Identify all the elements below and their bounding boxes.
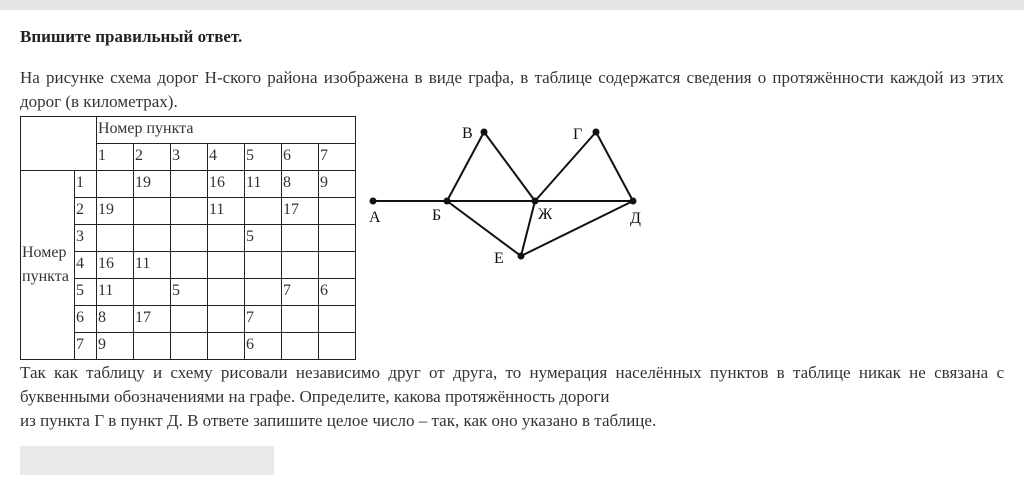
distance-cell: 9 <box>97 333 134 360</box>
distance-table <box>20 116 356 360</box>
graph-vertex-zh <box>532 198 539 205</box>
graph-vertex-g <box>593 129 600 136</box>
distance-cell <box>245 198 282 225</box>
distance-cell <box>282 333 319 360</box>
distance-cell: 17 <box>282 198 319 225</box>
row-number-cell: 4 <box>75 252 97 279</box>
distance-cell: 8 <box>282 171 319 198</box>
column-number-cell: 5 <box>245 144 282 171</box>
distance-cell <box>171 333 208 360</box>
distance-cell: 16 <box>97 252 134 279</box>
graph-edge-e-zh <box>521 201 535 256</box>
row-number-cell: 6 <box>75 306 97 333</box>
distance-cell <box>319 225 356 252</box>
row-number-cell: 3 <box>75 225 97 252</box>
distance-cell: 11 <box>245 171 282 198</box>
distance-cell: 5 <box>171 279 208 306</box>
road-graph <box>360 118 660 268</box>
graph-vertex-a <box>370 198 377 205</box>
column-number-cell: 4 <box>208 144 245 171</box>
top-bar <box>0 0 1024 10</box>
column-number-cell: 1 <box>97 144 134 171</box>
distance-cell: 7 <box>282 279 319 306</box>
graph-vertex-v <box>481 129 488 136</box>
distance-cell: 19 <box>97 198 134 225</box>
distance-cell <box>319 198 356 225</box>
column-number-cell: 3 <box>171 144 208 171</box>
graph-edge-b-e <box>447 201 521 256</box>
distance-cell: 8 <box>97 306 134 333</box>
row-number-cell: 5 <box>75 279 97 306</box>
distance-cell <box>171 171 208 198</box>
distance-cell: 7 <box>245 306 282 333</box>
distance-cell: 11 <box>208 198 245 225</box>
graph-vertex-d <box>630 198 637 205</box>
distance-cell: 11 <box>134 252 171 279</box>
distance-cell <box>97 171 134 198</box>
distance-cell <box>208 252 245 279</box>
distance-cell <box>245 279 282 306</box>
table-row <box>21 171 356 198</box>
distance-cell: 17 <box>134 306 171 333</box>
column-header: Номер пункта <box>97 117 356 144</box>
graph-vertex-label: Е <box>494 250 504 267</box>
answer-input[interactable] <box>20 446 274 475</box>
graph-edge-g-d <box>596 132 633 201</box>
graph-vertex-label: Д <box>630 210 641 227</box>
graph-vertex-e <box>518 253 525 260</box>
graph-vertex-label: В <box>462 125 473 142</box>
distance-cell <box>171 225 208 252</box>
distance-cell <box>134 279 171 306</box>
question-line-2: из пункта Г в пункт Д. В ответе запишите целое число – так, как оно указано в таблице. <box>20 411 657 430</box>
task-intro: На рисунке схема дорог Н-ского района изображена в виде графа, в таблице содержатся сведения о протяжённости каждой из этих дорог (в километрах). <box>20 68 1004 111</box>
distance-cell <box>134 333 171 360</box>
graph-vertex-b <box>444 198 451 205</box>
row-number-cell: 7 <box>75 333 97 360</box>
graph-vertex-label: Б <box>432 207 442 224</box>
graph-edge-zh-g <box>535 132 596 201</box>
distance-cell <box>282 306 319 333</box>
distance-cell: 9 <box>319 171 356 198</box>
distance-cell <box>171 198 208 225</box>
row-number-cell: 1 <box>75 171 97 198</box>
distance-cell: 5 <box>245 225 282 252</box>
column-number-cell: 7 <box>319 144 356 171</box>
column-number-cell: 2 <box>134 144 171 171</box>
distance-cell <box>208 279 245 306</box>
distance-cell <box>134 198 171 225</box>
column-number-cell: 6 <box>282 144 319 171</box>
distance-cell: 11 <box>97 279 134 306</box>
distance-cell <box>245 252 282 279</box>
distance-cell: 19 <box>134 171 171 198</box>
distance-cell <box>282 252 319 279</box>
distance-cell: 6 <box>245 333 282 360</box>
distance-cell <box>134 225 171 252</box>
row-header: Номер пункта <box>21 171 75 360</box>
distance-cell <box>319 306 356 333</box>
task-question <box>20 361 1004 433</box>
distance-cell <box>97 225 134 252</box>
distance-cell <box>319 252 356 279</box>
distance-cell: 6 <box>319 279 356 306</box>
graph-vertex-label: Ж <box>538 206 553 223</box>
graph-vertex-label: Г <box>573 126 583 143</box>
graph-edge-v-zh <box>484 132 535 201</box>
distance-cell <box>208 333 245 360</box>
distance-cell <box>319 333 356 360</box>
distance-cell <box>208 225 245 252</box>
distance-cell: 16 <box>208 171 245 198</box>
graph-vertex-label: А <box>369 209 381 226</box>
question-line-1: Так как таблицу и схему рисовали независимо друг от друга, то нумерация населённых пунктов в таблице никак не связана с буквенными обозначениями на графе. Определите, какова протяжённость дороги <box>20 363 1004 406</box>
task-instruction: Впишите правильный ответ. <box>20 27 243 46</box>
distance-cell <box>171 306 208 333</box>
distance-cell <box>208 306 245 333</box>
graph-edge-b-v <box>447 132 484 201</box>
row-number-cell: 2 <box>75 198 97 225</box>
distance-cell <box>171 252 208 279</box>
table-corner-cell <box>21 117 97 171</box>
distance-cell <box>282 225 319 252</box>
